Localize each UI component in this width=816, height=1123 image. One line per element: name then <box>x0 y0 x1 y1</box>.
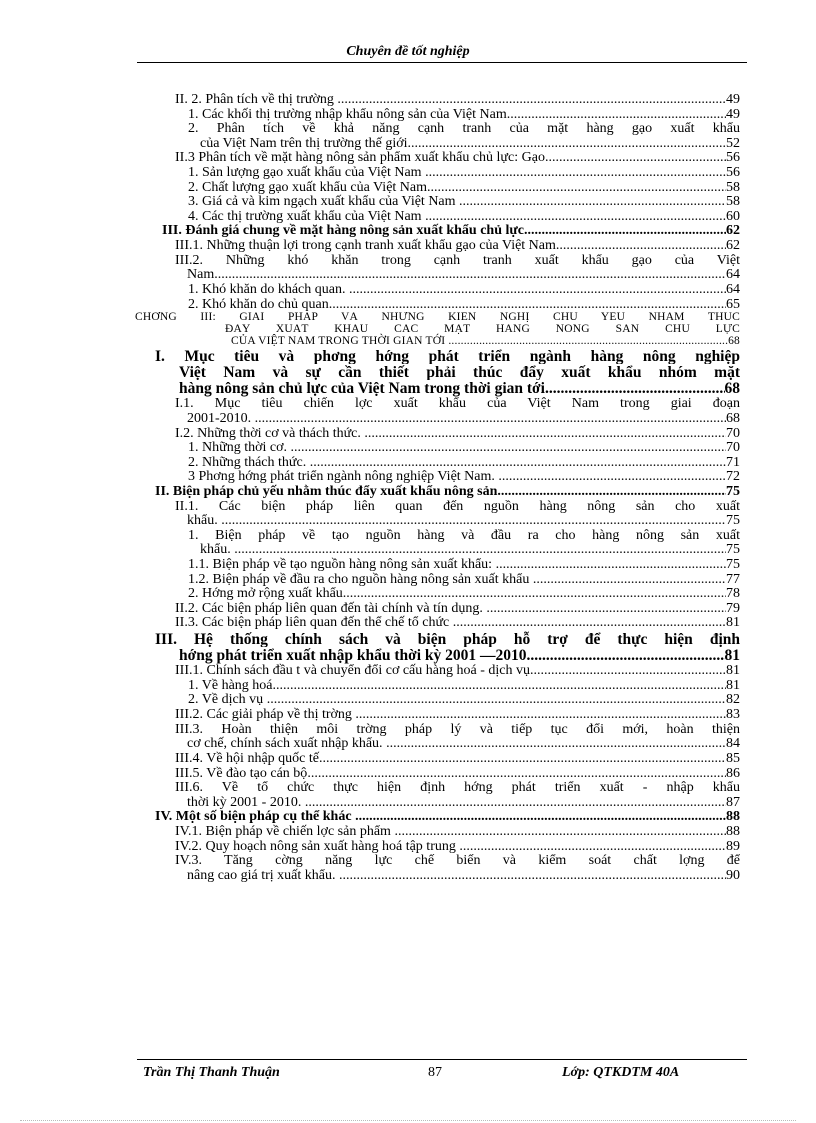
toc-line <box>188 679 740 694</box>
toc-line <box>188 181 740 196</box>
toc-leader-dots <box>459 195 726 210</box>
toc-entry <box>175 825 740 840</box>
toc-leader-dots <box>527 647 725 664</box>
toc-page-number: 64 <box>726 281 740 297</box>
toc-leader-dots <box>337 93 726 108</box>
toc-leader-dots <box>346 587 726 602</box>
toc-text: III.6. Về tổ chức thực hiện định hớng phát triển xuất - nhập khẩu <box>175 781 740 796</box>
toc-page-number: 68 <box>728 335 740 348</box>
toc-line <box>175 93 740 108</box>
toc-text: CHƠNG III: GIẢI PHÁP VÀ NHỮNG KIẾN NGHỊ CHỦ YẾU NHẰM THÚC <box>135 312 740 324</box>
toc-text: CỦA VIỆT NAM TRONG THỜI GIAN TỚI <box>231 335 449 348</box>
toc-leader-dots <box>545 380 725 397</box>
toc-entry <box>188 587 740 602</box>
toc-line <box>175 514 740 529</box>
bottom-dotted-border <box>20 1120 796 1121</box>
toc-page-number: 60 <box>726 208 740 224</box>
toc-page-number: 81 <box>726 663 740 679</box>
toc-text: 2. Những thách thức. <box>188 454 310 470</box>
toc-entry <box>188 529 740 558</box>
toc-text: 1.1. Biện pháp về tạo nguồn hàng nông sản xuất khẩu: <box>188 557 496 573</box>
toc-text: 2. Khó khăn do chủ quan. <box>188 296 333 312</box>
toc-text: III.2. Những khó khăn trong cạnh tranh xuất khẩu gạo của Việt <box>175 253 740 268</box>
toc-text: III.2. Các giải pháp về thị trờng <box>175 707 356 723</box>
toc-text: 1. Sản lượng gạo xuất khẩu của Việt Nam <box>188 165 426 181</box>
toc-leader-dots <box>496 558 726 573</box>
toc-leader-dots <box>319 752 726 767</box>
toc-leader-dots <box>267 693 726 708</box>
toc-line <box>188 558 740 573</box>
toc-leader-dots <box>427 181 726 196</box>
toc-text: Nam <box>187 267 215 283</box>
toc-entry <box>188 693 740 708</box>
toc-line <box>188 195 740 210</box>
toc-entry <box>188 181 740 196</box>
toc-line <box>175 708 740 723</box>
toc-entry <box>188 573 740 588</box>
toc-line <box>175 767 740 782</box>
toc-page-number: 83 <box>726 707 740 723</box>
toc-page-number: 81 <box>724 647 740 665</box>
toc-entry <box>175 767 740 782</box>
footer-rule <box>137 1059 747 1060</box>
toc-text: III.3. Hoàn thiện môi trờng pháp lý và tiếp tục đổi mới, hoàn thiện <box>175 722 740 737</box>
toc-page-number: 52 <box>726 135 740 151</box>
toc-line <box>188 122 740 137</box>
toc-leader-dots <box>498 470 726 485</box>
toc-line <box>188 166 740 181</box>
toc-entry <box>175 752 740 767</box>
toc-leader-dots <box>255 412 726 427</box>
toc-text: 2001-2010. <box>187 410 255 426</box>
toc-leader-dots <box>556 239 726 254</box>
toc-line <box>188 456 740 471</box>
toc-leader-dots <box>530 664 726 679</box>
toc-line <box>188 470 740 485</box>
toc-text: hớng phát triển xuất nhập khẩu thời kỳ 2001 —2010 <box>179 647 527 665</box>
toc-text: 2. Phân tích về khả năng cạnh tranh của mặt hàng gạo xuất khẩu <box>188 122 740 137</box>
toc-text: Việt Nam và sự cần thiết phải thúc đẩy xuất khẩu nhóm mặt <box>179 363 740 381</box>
toc-page-number: 64 <box>726 267 740 283</box>
toc-line <box>175 723 740 738</box>
toc-page-number: 86 <box>726 765 740 781</box>
toc-leader-dots <box>214 268 726 283</box>
toc-page-number: 70 <box>726 425 740 441</box>
toc-text: I. Mục tiêu và phơng hớng phát triển ngành hàng nông nghiệp <box>155 347 740 364</box>
toc-leader-dots <box>349 283 726 298</box>
toc-page-number: 78 <box>726 586 740 602</box>
toc-text: 1.2. Biện pháp về đầu ra cho nguồn hàng nông sản xuất khẩu <box>188 571 533 587</box>
toc-entry <box>175 500 740 529</box>
toc-entry <box>175 239 740 254</box>
toc-text: của Việt Nam trên thị trường thế giới <box>200 135 408 151</box>
toc-page-number: 88 <box>726 824 740 840</box>
toc-entry <box>155 810 740 825</box>
toc-page-number: 82 <box>726 692 740 708</box>
toc-line <box>175 616 740 631</box>
toc-leader-dots <box>273 679 727 694</box>
toc-line <box>175 412 740 427</box>
toc-entry <box>175 723 740 752</box>
toc-line <box>175 239 740 254</box>
toc-page-number: 90 <box>726 867 740 883</box>
toc-text: 1. Khó khăn do khách quan. <box>188 281 349 297</box>
toc-line <box>188 283 740 298</box>
toc-page-number: 89 <box>726 838 740 854</box>
toc-text: II.1. Các biện pháp liên quan đến nguồn hàng nông sản cho xuất <box>175 499 740 514</box>
toc-line <box>188 210 740 225</box>
toc-page-number: 81 <box>726 615 740 631</box>
toc-page-number: 56 <box>726 150 740 166</box>
toc-page-number: 49 <box>726 92 740 107</box>
toc-entry <box>188 166 740 181</box>
toc-line <box>155 810 740 825</box>
toc-page-number: 70 <box>726 440 740 456</box>
toc-entry <box>162 224 740 239</box>
toc-text: IV. Một số biện pháp cụ thể khác <box>155 809 356 825</box>
toc-entry <box>188 210 740 225</box>
toc-page-number: 68 <box>726 410 740 426</box>
toc-text: II.3. Các biện pháp liên quan đến thể chế tổ chức <box>175 615 453 631</box>
toc-entry <box>155 348 740 398</box>
toc-entry <box>188 470 740 485</box>
toc-page-number: 62 <box>726 223 740 239</box>
toc-line <box>188 529 740 544</box>
toc-line <box>175 840 740 855</box>
toc-page-number: 81 <box>726 677 740 693</box>
toc-entry <box>175 602 740 617</box>
toc-page-number: 75 <box>726 542 740 558</box>
toc-text: nâng cao giá trị xuất khẩu. <box>187 867 340 883</box>
toc-text: 1. Biện pháp về tạo nguồn hàng và đầu ra cho hàng nông sản xuất <box>188 528 740 543</box>
header-title: Chuyên đề tốt nghiệp <box>346 44 470 59</box>
toc-entry <box>175 254 740 283</box>
toc-page-number: 58 <box>726 194 740 210</box>
toc-leader-dots <box>291 441 727 456</box>
toc-leader-dots <box>497 485 726 500</box>
toc-entry <box>175 93 740 108</box>
toc-text: III. Hệ thống chính sách và biện pháp hỗ trợ để thực hiện định <box>155 631 740 648</box>
toc-leader-dots <box>486 602 726 617</box>
toc-page-number: 85 <box>726 750 740 766</box>
toc-text: IV.2. Quy hoạch nông sản xuất hàng hoá tập trung <box>175 838 460 854</box>
toc-entry <box>188 298 740 313</box>
toc-line <box>155 485 740 500</box>
toc-line <box>155 631 740 647</box>
toc-entry <box>188 679 740 694</box>
toc-leader-dots <box>533 573 726 588</box>
toc-text: 2. Về dịch vụ <box>188 692 267 708</box>
toc-text: khẩu. <box>200 542 235 558</box>
toc-leader-dots <box>545 151 726 166</box>
toc-leader-dots <box>355 810 726 825</box>
toc-text: 4. Các thị trường xuất khẩu của Việt Nam <box>188 208 426 224</box>
toc-text: IV.3. Tăng cờng năng lực chế biến và kiểm soát chất lợng để <box>175 854 740 869</box>
toc-line <box>175 854 740 869</box>
toc-text: III.5. Về đào tạo cán bộ <box>175 765 308 781</box>
toc-line <box>155 647 740 664</box>
toc-line <box>162 224 740 239</box>
toc-leader-dots <box>234 543 726 558</box>
toc-line <box>175 781 740 796</box>
toc-entry <box>175 781 740 810</box>
toc-page-number: 72 <box>726 469 740 485</box>
toc-line <box>175 151 740 166</box>
toc-page-number: 62 <box>726 238 740 254</box>
toc-page-number: 88 <box>726 809 740 825</box>
toc-line <box>175 825 740 840</box>
toc-text: 2. Chất lượng gạo xuất khẩu của Việt Nam <box>188 179 428 195</box>
toc-line <box>155 380 740 397</box>
toc-line <box>175 796 740 811</box>
toc-leader-dots <box>453 616 726 631</box>
toc-line <box>175 427 740 442</box>
toc-text: II. 2. Phân tích về thị trường <box>175 92 338 107</box>
toc-entry <box>188 122 740 151</box>
toc-leader-dots <box>425 166 726 181</box>
toc-page-number: 56 <box>726 165 740 181</box>
toc-text: I.1. Mục tiêu chiến lợc xuất khẩu của Việt Nam trong giai đoạn <box>175 397 740 412</box>
toc-line <box>175 268 740 283</box>
toc-line <box>188 587 740 602</box>
toc-text: cơ chế, chính sách xuất nhập khẩu. <box>187 736 387 752</box>
toc-line <box>155 348 740 364</box>
toc-line <box>188 441 740 456</box>
toc-line <box>188 108 740 123</box>
toc-entry <box>188 108 740 123</box>
toc-text: thời kỳ 2001 - 2010. <box>187 794 305 810</box>
toc-line <box>175 254 740 269</box>
toc-text: khẩu. <box>187 513 222 529</box>
toc-leader-dots <box>307 767 726 782</box>
toc-page-number: 75 <box>726 483 740 499</box>
toc-entry <box>175 708 740 723</box>
toc-line <box>188 543 740 558</box>
toc-entry <box>135 312 740 348</box>
toc-text: II.2. Các biện pháp liên quan đến tài chính và tín dụng. <box>175 600 487 616</box>
toc-page-number: 65 <box>726 296 740 312</box>
toc-entry <box>175 427 740 442</box>
toc-line <box>175 500 740 515</box>
toc-page-number: 84 <box>726 736 740 752</box>
toc-line <box>175 752 740 767</box>
toc-leader-dots <box>221 514 726 529</box>
toc-line <box>175 664 740 679</box>
toc-entry <box>175 151 740 166</box>
toc-leader-dots <box>364 427 726 442</box>
toc-text: ĐẨY XUẤT KHẨU CÁC MẶT HÀNG NÔNG SẢN CHỦ LỰC <box>225 324 740 336</box>
toc-text: II.3 Phân tích về mặt hàng nông sản phẩm xuất khẩu chủ lực: Gạo <box>175 150 545 166</box>
toc-text: IV.1. Biện pháp về chiến lợc sản phẩm <box>175 824 395 840</box>
toc-text: 3. Giá cả và kim ngạch xuất khẩu của Việt Nam <box>188 194 460 210</box>
toc-text: 2. Hớng mở rộng xuất khẩu. <box>188 586 347 602</box>
toc-entry <box>175 840 740 855</box>
toc-line <box>188 298 740 313</box>
toc-page-number: 71 <box>726 454 740 470</box>
toc-page-number: 79 <box>726 600 740 616</box>
toc-page-number: 75 <box>726 513 740 529</box>
toc-page-number: 49 <box>726 106 740 122</box>
toc-leader-dots <box>339 869 726 884</box>
toc-entry <box>175 854 740 883</box>
toc-text: III.1. Chính sách đầu t và chuyển đổi cơ cấu hàng hoá - dịch vụ <box>175 663 530 679</box>
table-of-contents <box>135 93 740 883</box>
toc-line <box>175 397 740 412</box>
toc-text: III. Đánh giá chung về mặt hàng nông sản xuất khẩu chủ lực <box>162 223 525 239</box>
toc-page-number: 68 <box>724 380 740 398</box>
toc-entry <box>188 283 740 298</box>
toc-leader-dots <box>386 737 726 752</box>
toc-entry <box>188 441 740 456</box>
header-rule <box>137 62 747 63</box>
toc-entry <box>155 631 740 664</box>
toc-leader-dots <box>394 825 726 840</box>
toc-line <box>135 336 740 348</box>
toc-leader-dots <box>507 108 726 123</box>
toc-line <box>188 137 740 152</box>
toc-entry <box>188 558 740 573</box>
toc-entry <box>175 664 740 679</box>
toc-line <box>155 364 740 380</box>
toc-text: 3 Phơng hớng phát triển ngành nông nghiệp Việt Nam. <box>188 469 499 485</box>
toc-page-number: 58 <box>726 179 740 195</box>
toc-leader-dots <box>459 840 726 855</box>
toc-entry <box>188 456 740 471</box>
toc-line <box>175 869 740 884</box>
toc-leader-dots <box>310 456 726 471</box>
toc-leader-dots <box>332 298 726 313</box>
toc-page-number: 77 <box>726 571 740 587</box>
footer-author: Trần Thị Thanh Thuận <box>143 1065 280 1080</box>
toc-leader-dots <box>448 336 728 348</box>
toc-leader-dots <box>408 137 726 152</box>
toc-text: III.4. Về hội nhập quốc tế <box>175 750 319 766</box>
toc-entry <box>155 485 740 500</box>
toc-page-number: 87 <box>726 794 740 810</box>
toc-line <box>188 693 740 708</box>
toc-leader-dots <box>305 796 726 811</box>
toc-entry <box>175 616 740 631</box>
toc-line <box>188 573 740 588</box>
toc-entry <box>188 195 740 210</box>
toc-leader-dots <box>355 708 726 723</box>
footer-class: Lớp: QTKDTM 40A <box>562 1065 680 1080</box>
toc-text: 1. Những thời cơ. <box>188 440 291 456</box>
toc-text: I.2. Những thời cơ và thách thức. <box>175 425 365 441</box>
toc-leader-dots <box>524 224 726 239</box>
toc-entry <box>175 397 740 426</box>
toc-text: hàng nông sản chủ lực của Việt Nam trong thời gian tới <box>179 380 545 398</box>
toc-text: III.1. Những thuận lợi trong cạnh tranh xuất khẩu gạo của Việt Nam <box>175 238 556 254</box>
toc-page-number: 75 <box>726 557 740 573</box>
toc-leader-dots <box>425 210 726 225</box>
toc-line <box>175 602 740 617</box>
toc-line <box>175 737 740 752</box>
toc-line <box>135 312 740 324</box>
footer-page-number: 87 <box>428 1065 442 1080</box>
toc-text: II. Biện pháp chủ yếu nhằm thúc đẩy xuất khẩu nông sản <box>155 483 498 499</box>
toc-text: 1. Các khối thị trường nhập khẩu nông sản của Việt Nam <box>188 106 507 122</box>
toc-text: 1. Về hàng hoá <box>188 677 273 693</box>
